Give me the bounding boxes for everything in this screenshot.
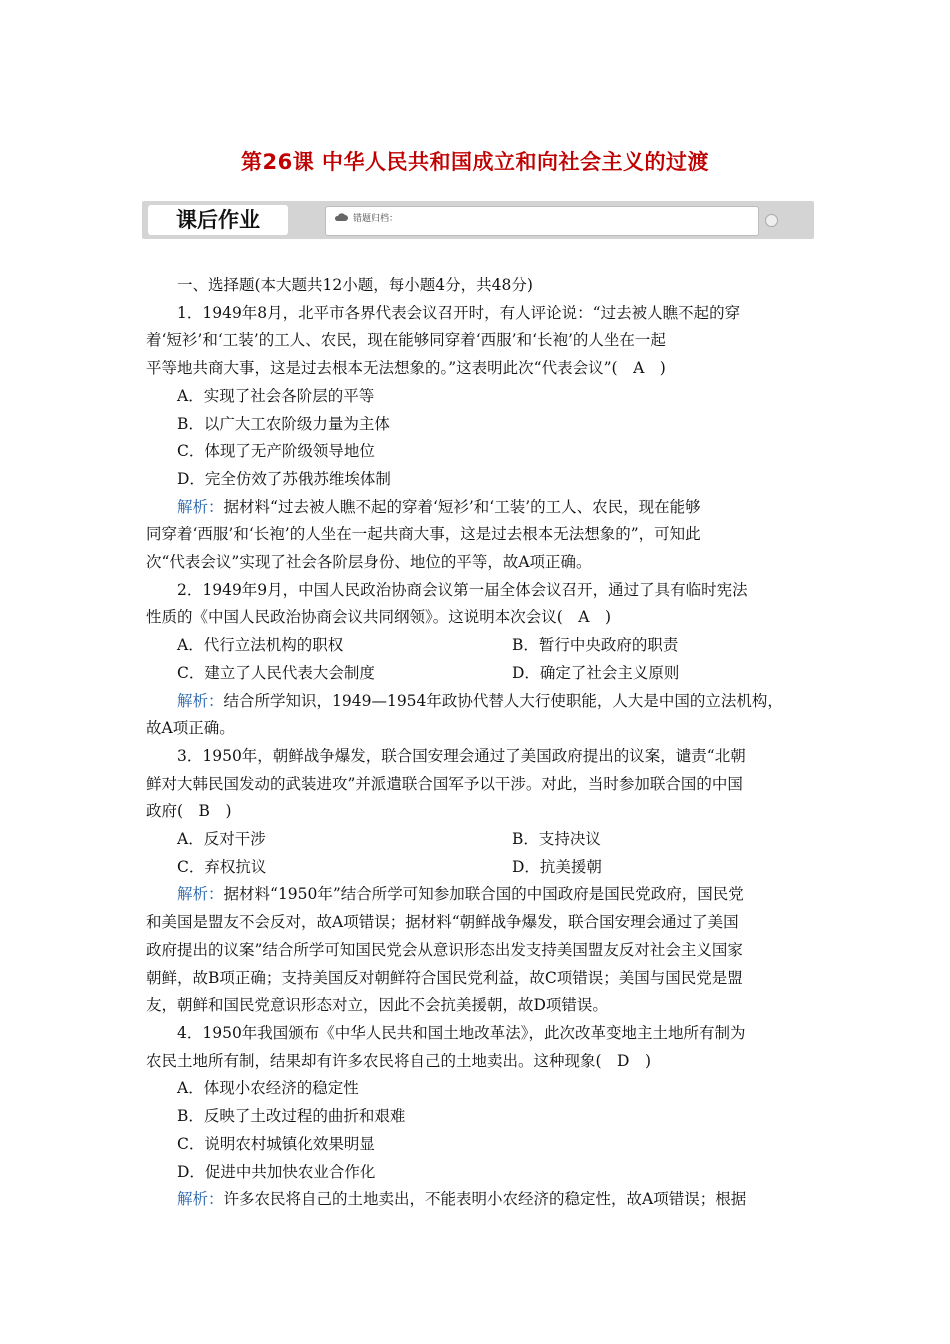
question-3-line: 政府( B ) — [146, 802, 232, 821]
question-4-option-d: D．促进中共加快农业合作化 — [177, 1162, 376, 1181]
analysis-text: 据材料“过去被人瞧不起的穿着‘短衫’和‘工装’的工人、农民，现在能够 — [223, 497, 701, 516]
analysis-text: 据材料“1950年”结合所学可知参加联合国的中国政府是国民党政府，国民党 — [223, 885, 744, 904]
question-3-option-b: B．支持决议 — [512, 830, 601, 849]
question-1-option-a: A．实现了社会各阶层的平等 — [177, 386, 375, 405]
question-2-line: 性质的《中国人民政治协商会议共同纲领》。这说明本次会议( A ) — [146, 608, 612, 627]
analysis-label: 解析： — [177, 1190, 224, 1209]
question-3-analysis-line: 和美国是盟友不会反对，故A项错误；据材料“朝鲜战争爆发，联合国安理会通过了美国 — [146, 913, 739, 932]
analysis-label: 解析： — [177, 497, 224, 516]
question-4-option-b: B．反映了土改过程的曲折和艰难 — [177, 1107, 406, 1126]
pin-icon[interactable] — [765, 214, 778, 227]
question-3-analysis — [146, 881, 814, 909]
question-3-analysis-line: 政府提出的议案”结合所学可知国民党会从意识形态出发支持美国盟友反对社会主义国家 — [146, 940, 743, 959]
question-1-option-b: B．以广大工农阶级力量为主体 — [177, 414, 390, 433]
question-3-option-a: A．反对干涉 — [177, 830, 266, 849]
question-1-analysis — [146, 494, 814, 522]
question-content — [146, 272, 814, 1214]
question-3-option-c: C．弃权抗议 — [177, 857, 267, 876]
question-3-line: 鲜对大韩民国发动的武装进攻”并派遣联合国军予以干涉。对此，当时参加联合国的中国 — [146, 774, 743, 793]
question-2-options-row — [146, 632, 814, 660]
question-3-options-row — [146, 826, 814, 854]
question-4-line: 4．1950年我国颁布《中华人民共和国土地改革法》，此次改革变地主土地所有制为 — [177, 1023, 746, 1042]
question-4-option-a: A．体现小农经济的稳定性 — [177, 1079, 359, 1098]
analysis-text: 许多农民将自己的土地卖出，不能表明小农经济的稳定性，故A项错误；根据 — [223, 1190, 747, 1209]
question-3-analysis-line: 朝鲜，故B项正确；支持美国反对朝鲜符合国民党利益，故C项错误；美国与国民党是盟 — [146, 968, 743, 987]
question-1-option-d: D．完全仿效了苏俄苏维埃体制 — [177, 469, 391, 488]
question-1-line: 1．1949年8月，北平市各界代表会议召开时，有人评论说：“过去被人瞧不起的穿 — [177, 303, 741, 322]
question-1-line: 着‘短衫’和‘工装’的工人、农民，现在能够同穿着‘西服’和‘长袍’的人坐在一起 — [146, 331, 666, 350]
question-4-analysis — [146, 1186, 814, 1214]
cloud-icon — [334, 212, 348, 222]
section-header: 一、选择题(本大题共12小题，每小题4分，共48分) — [177, 276, 533, 294]
analysis-label: 解析： — [177, 691, 224, 710]
question-4-line: 农民土地所有制，结果却有许多农民将自己的土地卖出。这种现象( D ) — [146, 1051, 652, 1070]
question-2-option-d: D．确定了社会主义原则 — [512, 663, 680, 682]
question-1-analysis-line: 同穿着‘西服’和‘长袍’的人坐在一起共商大事，这是过去根本无法想象的”，可知此 — [146, 525, 701, 544]
question-2-option-b: B．暂行中央政府的职责 — [512, 636, 679, 655]
homework-tag: 课后作业 — [148, 205, 288, 235]
question-3-options-row — [146, 854, 814, 882]
question-2-line: 2．1949年9月，中国人民政治协商会议第一届全体会议召开，通过了具有临时宪法 — [177, 580, 748, 599]
question-1-line: 平等地共商大事，这是过去根本无法想象的。”这表明此次“代表会议”( A ) — [146, 359, 666, 378]
error-archive-label: 错题归档： — [353, 214, 399, 224]
question-2-options-row — [146, 660, 814, 688]
question-3-analysis-line: 友，朝鲜和国民党意识形态对立，因此不会抗美援朝，故D项错误。 — [146, 996, 608, 1015]
question-1-analysis-line: 次“代表会议”实现了社会各阶层身份、地位的平等，故A项正确。 — [146, 553, 592, 572]
homework-banner — [142, 201, 814, 239]
question-2-analysis — [146, 688, 814, 716]
error-archive-box[interactable] — [325, 206, 759, 236]
question-3-line: 3．1950年，朝鲜战争爆发，联合国安理会通过了美国政府提出的议案，谴责“北朝 — [177, 746, 746, 765]
question-4-option-c: C．说明农村城镇化效果明显 — [177, 1134, 375, 1153]
question-1-option-c: C．体现了无产阶级领导地位 — [177, 442, 375, 461]
question-2-analysis-line: 故A项正确。 — [146, 719, 235, 738]
question-2-option-a: A．代行立法机构的职权 — [177, 636, 344, 655]
analysis-text: 结合所学知识，1949—1954年政协代替人大行使职能，人大是中国的立法机构， — [223, 691, 783, 710]
question-3-option-d: D．抗美援朝 — [512, 857, 602, 876]
analysis-label: 解析： — [177, 885, 224, 904]
question-2-option-c: C．建立了人民代表大会制度 — [177, 663, 375, 682]
page-title: 第26课 中华人民共和国成立和向社会主义的过渡 — [240, 150, 710, 174]
